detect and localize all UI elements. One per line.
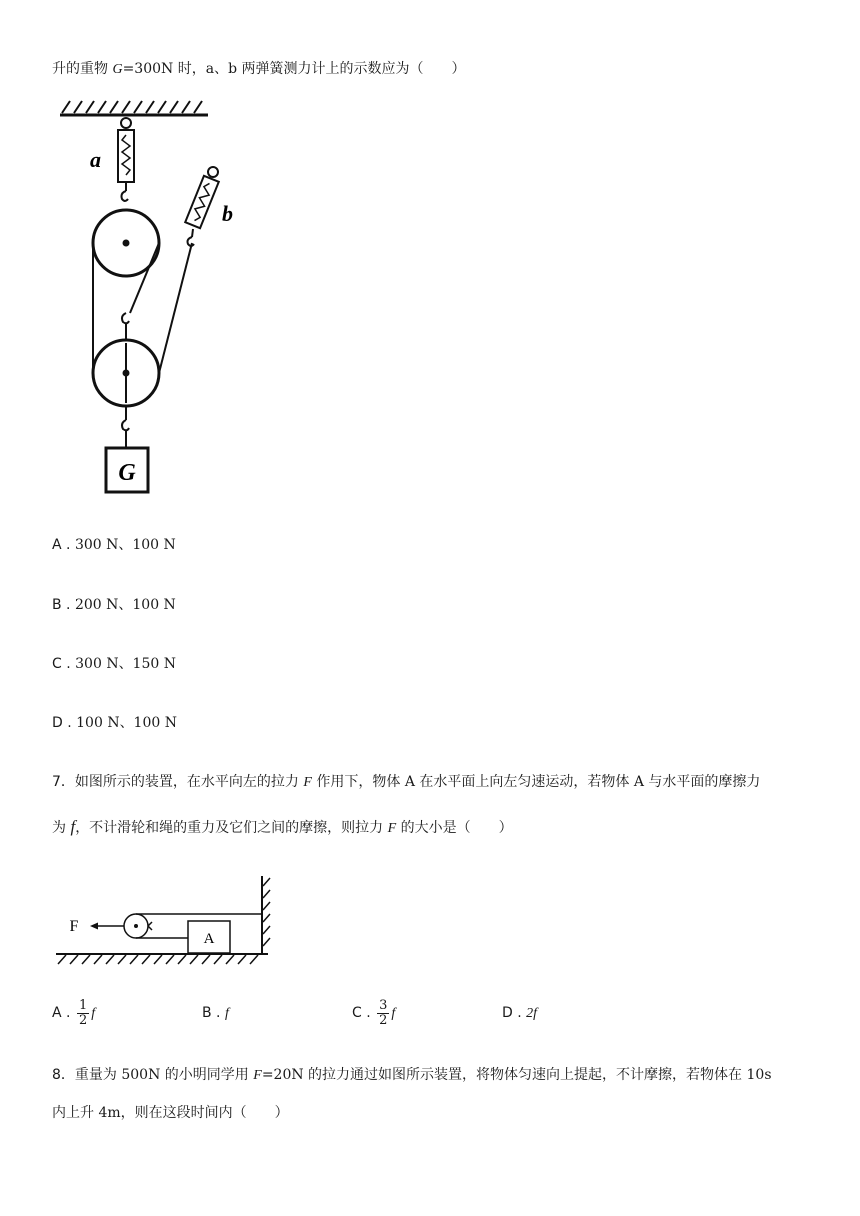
var-f: F: [387, 821, 397, 836]
option-dot: .: [61, 597, 75, 613]
q7-option-a[interactable]: [52, 996, 95, 1030]
stem-text-rest: =300N 时，a、b 两弹簧测力计上的示数应为（ ）: [122, 61, 466, 77]
question-6-stem-tail: [52, 58, 466, 78]
fraction-three-halves: [377, 999, 389, 1028]
stem-text: 的大小是（ ）: [396, 820, 513, 836]
question-7-line-2: [52, 817, 513, 837]
fraction-numerator: 1: [78, 997, 88, 1013]
fraction-numerator: 3: [379, 997, 388, 1013]
option-b[interactable]: [52, 594, 176, 614]
label-a: a: [90, 147, 101, 172]
option-dot: .: [211, 1005, 225, 1021]
option-d[interactable]: [52, 712, 177, 732]
ceiling-hatch: [62, 101, 202, 113]
option-letter: C: [52, 656, 62, 672]
fraction-denominator: 2: [379, 1012, 388, 1028]
question-number: 7: [52, 774, 61, 790]
label-g: G: [118, 460, 136, 486]
ground-hatch: [58, 955, 258, 964]
option-dot: .: [61, 656, 76, 672]
option-text: 300 N、100 N: [74, 537, 176, 553]
option-c[interactable]: [52, 653, 176, 673]
option-text: 200 N、100 N: [74, 597, 176, 613]
spring-scale-a: [118, 118, 134, 201]
stem-text: =20N 的拉力通过如图所示装置，将物体匀速向上提起，不计摩擦，若物体在 10s: [261, 1067, 772, 1083]
pulley-system-figure: [50, 95, 250, 505]
horizontal-pulley-figure: [50, 872, 280, 972]
var-friction: f: [224, 1006, 229, 1021]
var-friction: f: [533, 1006, 538, 1021]
option-text: 100 N、100 N: [76, 715, 177, 731]
var-friction: f: [91, 1006, 96, 1021]
option-dot: .: [512, 1005, 527, 1021]
weight-hook: [122, 406, 129, 448]
var-f: F: [303, 775, 312, 790]
rope: [136, 914, 262, 938]
option-text: 300 N、150 N: [75, 656, 176, 672]
var-friction: f: [391, 1006, 396, 1021]
option-letter: B: [202, 1005, 212, 1021]
question-8-line-2: [52, 1102, 289, 1122]
pulley-axle: [134, 924, 138, 928]
stem-text: ，不计滑轮和绳的重力及它们之间的摩擦，则拉力: [75, 820, 388, 836]
wall-hatch: [263, 878, 270, 946]
option-a[interactable]: [52, 534, 176, 554]
stem-text: 为: [52, 820, 71, 836]
stem-text: 作用下，物体 A 在水平面上向左匀速运动，若物体 A 与水平面的摩擦力: [311, 774, 761, 790]
stem-text: 内上升 4m，则在这段时间内（ ）: [52, 1105, 289, 1121]
q7-option-d[interactable]: [502, 996, 537, 1030]
label-force-f: F: [69, 918, 79, 935]
lower-pulley: [93, 340, 159, 406]
question-7-line-1: [52, 771, 760, 791]
option-letter: C: [352, 1005, 362, 1021]
option-letter: D: [502, 1005, 513, 1021]
option-dot: .: [361, 1005, 376, 1021]
var-friction: f: [70, 817, 76, 836]
fraction-one-half: [77, 999, 89, 1028]
fraction-denominator: 2: [78, 1012, 88, 1028]
var-g: G: [112, 62, 123, 77]
option-dot: .: [62, 715, 77, 731]
label-b: b: [222, 201, 233, 226]
option-letter: B: [52, 597, 62, 613]
option-dot: .: [61, 1005, 75, 1021]
q7-option-c[interactable]: [352, 996, 395, 1030]
label-block-a: A: [203, 931, 215, 947]
var-f: F: [253, 1068, 262, 1083]
question-number: 8: [52, 1067, 61, 1083]
stem-text: 升的重物: [52, 61, 113, 77]
stem-text: ．重量为 500N 的小明同学用: [60, 1067, 254, 1083]
force-arrowhead: [90, 923, 98, 930]
option-letter: D: [52, 715, 63, 731]
option-letter: A: [52, 1005, 62, 1021]
stem-text: ．如图所示的装置，在水平向左的拉力: [60, 774, 304, 790]
question-8-line-1: [52, 1064, 772, 1084]
spring-scale-b: [185, 167, 219, 246]
rope: [93, 243, 192, 373]
option-letter: A: [52, 537, 62, 553]
q7-option-b[interactable]: [202, 996, 229, 1030]
option-dot: .: [61, 537, 75, 553]
coefficient: 2: [526, 1006, 534, 1021]
